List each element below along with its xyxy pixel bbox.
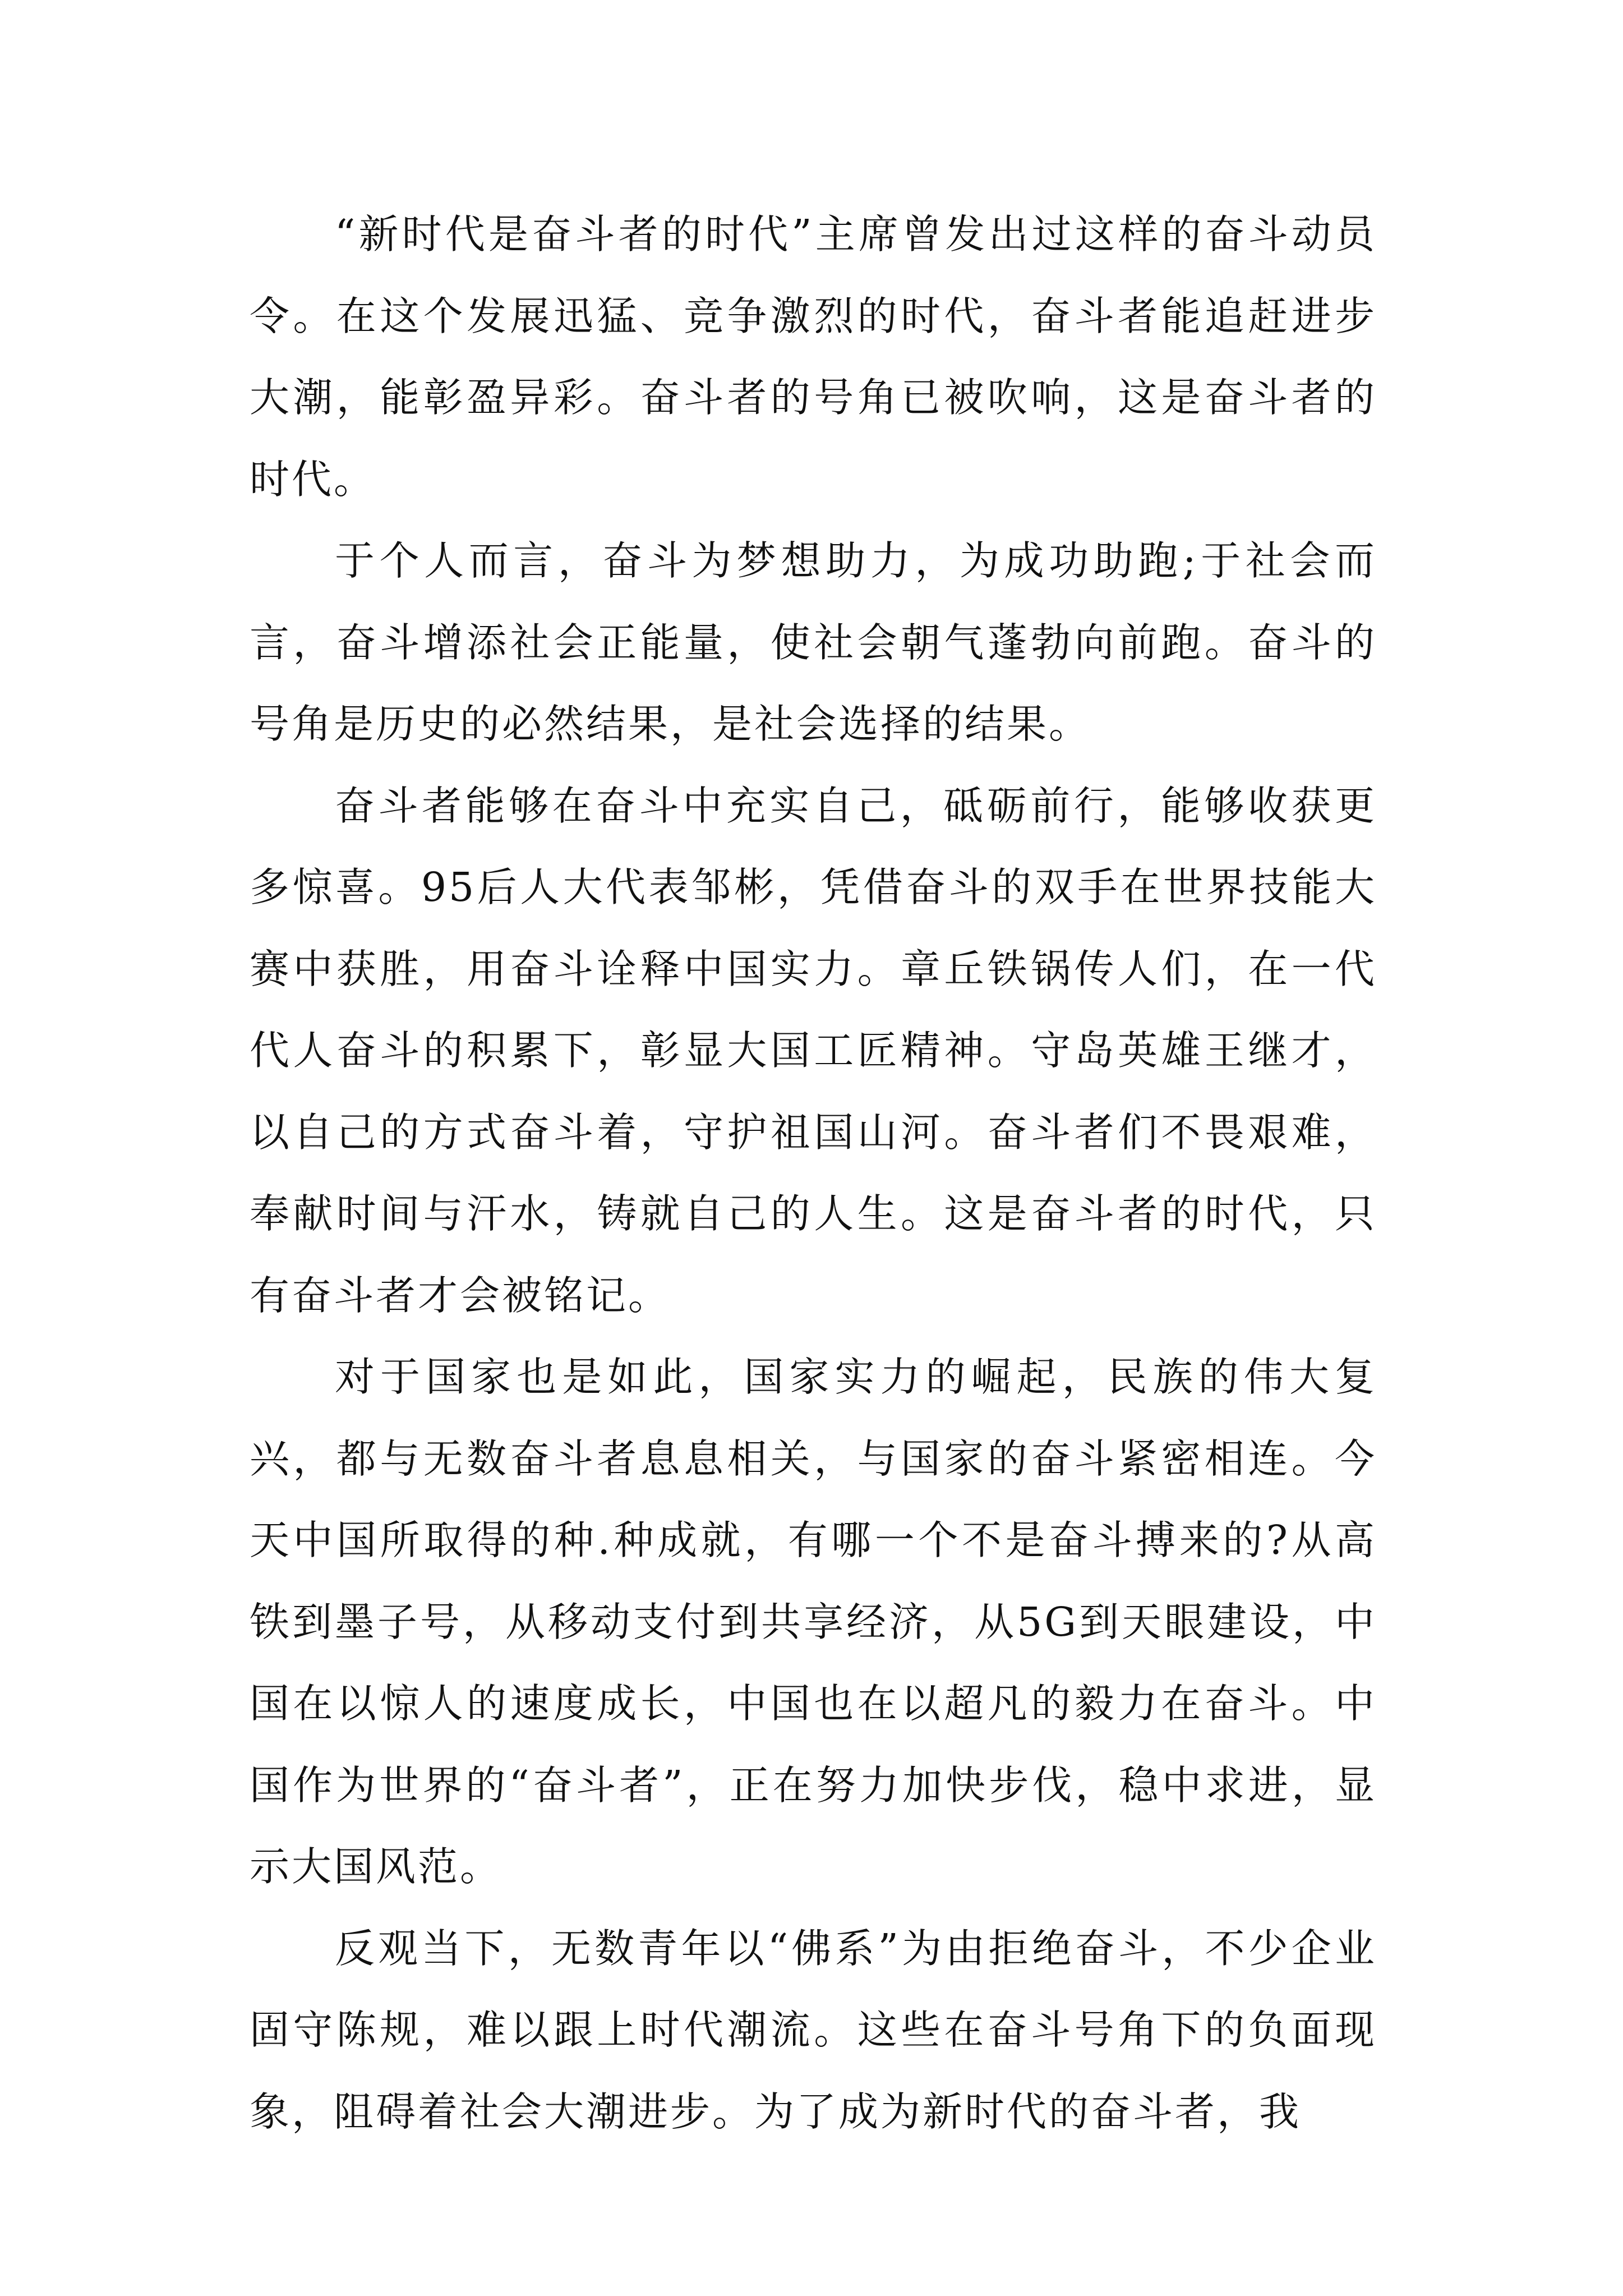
paragraph-5: 反观当下，无数青年以“佛系”为由拒绝奋斗，不少企业固守陈规，难以跟上时代潮流。这些在奋斗号角下的负面现象，阻碍着社会大潮进步。为了成为新时代的奋斗者，我	[250, 1925, 1377, 2135]
paragraph-4: 对于国家也是如此，国家实力的崛起，民族的伟大复兴，都与无数奋斗者息息相关，与国家的奋斗紧密相连。今天中国所取得的种.种成就，有哪一个不是奋斗搏来的?从高铁到墨子号，从移动支付到共享经济，从5G到天眼建设，中国在以惊人的速度成长，中国也在以超凡的毅力在奋斗。中国作为世界的“奋斗者”，正在努力加快步伐，稳中求进，显示大国风范。	[250, 1354, 1377, 1890]
document-body	[250, 194, 1377, 2152]
paragraph-2: 于个人而言，奋斗为梦想助力，为成功助跑;于社会而言，奋斗增添社会正能量，使社会朝气蓬勃向前跑。奋斗的号角是历史的必然结果，是社会选择的结果。	[250, 537, 1377, 747]
paragraph-3: 奋斗者能够在奋斗中充实自己，砥砺前行，能够收获更多惊喜。95后人大代表邹彬，凭借奋斗的双手在世界技能大赛中获胜，用奋斗诠释中国实力。章丘铁锅传人们，在一代代人奋斗的积累下，彰显大国工匠精神。守岛英雄王继才，以自己的方式奋斗着，守护祖国山河。奋斗者们不畏艰难，奉献时间与汗水，铸就自己的人生。这是奋斗者的时代，只有奋斗者才会被铭记。	[250, 782, 1377, 1319]
paragraph-1: “新时代是奋斗者的时代”主席曾发出过这样的奋斗动员令。在这个发展迅猛、竞争激烈的时代，奋斗者能追赶进步大潮，能彰盈异彩。奋斗者的号角已被吹响，这是奋斗者的时代。	[250, 211, 1377, 503]
